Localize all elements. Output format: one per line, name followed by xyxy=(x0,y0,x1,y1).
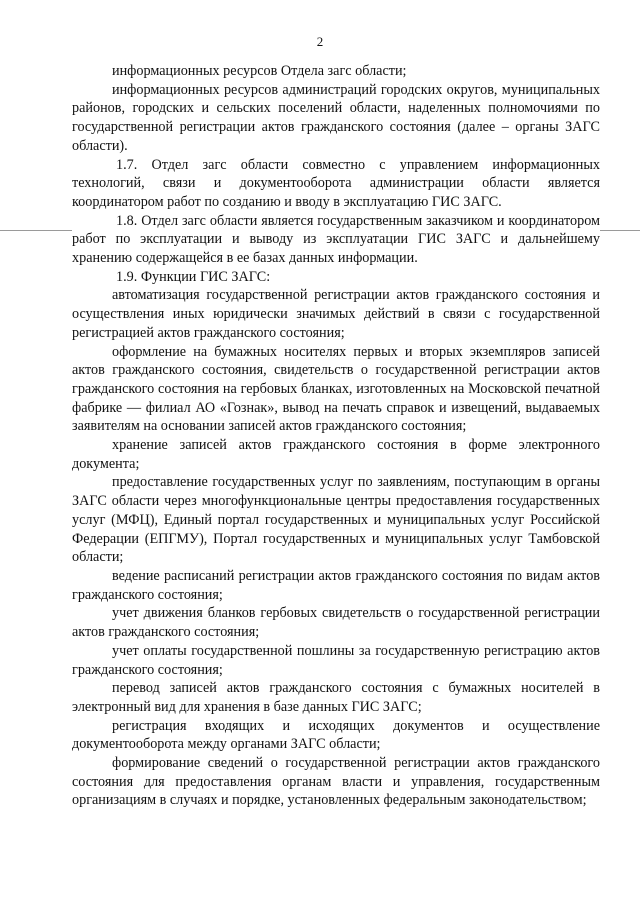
paragraph: 1.7. Отдел загс области совместно с управлением информационных технологий, связи и документооборота администрации области является координатором работ по созданию и вводу в эксплуатацию ГИС ЗАГС. xyxy=(72,156,600,210)
paragraph: автоматизация государственной регистрации актов гражданского состояния и осуществления иных юридически значимых действий в связи с государственной регистрацией актов гражданского состояния; xyxy=(72,287,600,341)
paragraph: оформление на бумажных носителях первых и вторых экземпляров записей актов гражданского состояния, свидетельств о государственной регистрации актов гражданского состояния на гербовых бланках, изготовленных на Московской печатной фабрике — филиал АО «Гознак», вывод на печать справок и извещений, выдаваемых заявителям на основании записей актов гражданского состояния; xyxy=(72,343,600,435)
paragraph: формирование сведений о государственной регистрации актов гражданского состояния для предоставления органам власти и управления, государственным организациям в случаях и порядке, установленных федеральным законодательством; xyxy=(72,755,600,809)
document-body xyxy=(72,62,600,810)
paragraph: хранение записей актов гражданского состояния в форме электронного документа; xyxy=(72,437,600,472)
page-number: 2 xyxy=(316,34,324,49)
paragraph: учет оплаты государственной пошлины за государственную регистрацию актов гражданского состояния; xyxy=(72,642,600,678)
paragraph: ведение расписаний регистрации актов гражданского состояния по видам актов гражданского состояния; xyxy=(72,567,600,603)
paragraph: 1.9. Функции ГИС ЗАГС: xyxy=(116,268,271,285)
paragraph: перевод записей актов гражданского состояния с бумажных носителей в электронный вид для хранения в базе данных ГИС ЗАГС; xyxy=(72,680,600,715)
paragraph: предоставление государственных услуг по заявлениям, поступающим в органы ЗАГС области через многофункциональные центры предоставления государственных услуг (МФЦ), Единый портал государственных и муниципальных услуг Российской Федерации (ЕПГМУ), Портал государственных и муниципальных услуг Тамбовской области; xyxy=(72,474,600,566)
scan-artifact-line-right xyxy=(600,230,640,231)
paragraph: информационных ресурсов администраций городских округов, муниципальных районов, городских и сельских поселений области, наделенных полномочиями по государственной регистрации актов гражданского состояния (далее – органы ЗАГС области). xyxy=(72,81,600,154)
paragraph: информационных ресурсов Отдела загс области; xyxy=(112,63,407,79)
paragraph: 1.8. Отдел загс области является государственным заказчиком и координатором работ по эксплуатации и выводу из эксплуатации ГИС ЗАГС и дальнейшему хранению содержащейся в ее базах данных информации. xyxy=(72,212,600,267)
paragraph: учет движения бланков гербовых свидетельств о государственной регистрации актов гражданского состояния; xyxy=(72,605,600,641)
scan-artifact-line-left xyxy=(0,230,72,231)
paragraph: регистрация входящих и исходящих документов и осуществление документооборота между органами ЗАГС области; xyxy=(72,717,600,753)
